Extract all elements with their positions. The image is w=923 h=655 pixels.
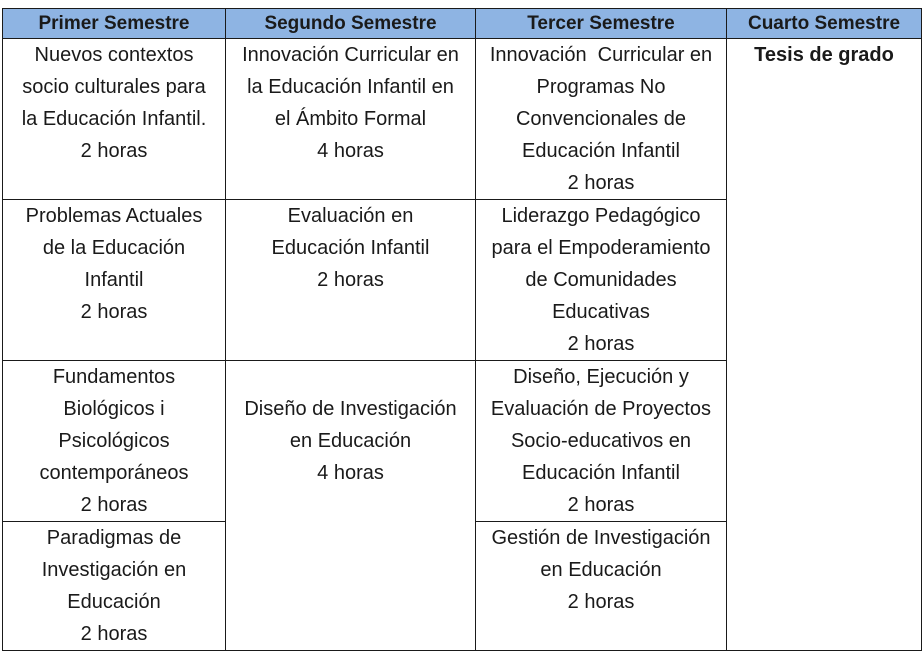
course-title-line: Nuevos contextos xyxy=(34,44,194,66)
course-title-line: en Educación xyxy=(540,559,662,581)
course-title-line: Innovación Curricular en xyxy=(242,44,459,66)
course-s3-2 xyxy=(476,200,727,361)
course-title-line: Evaluación de Proyectos xyxy=(490,398,712,420)
course-title-line: Liderazgo Pedagógico xyxy=(501,205,701,227)
course-title-line: la Educación Infantil en xyxy=(247,76,454,98)
header-semester-4: Cuarto Semestre xyxy=(727,9,922,39)
course-s1-3 xyxy=(3,361,226,522)
course-title-line: Infantil xyxy=(84,269,144,291)
course-title-line: la Educación Infantil. xyxy=(21,108,207,130)
course-hours: 2 horas xyxy=(80,140,148,162)
course-s3-1 xyxy=(476,39,727,200)
course-s1-1 xyxy=(3,39,226,200)
course-s2-3 xyxy=(226,361,476,651)
thesis-cell: Tesis de grado xyxy=(727,39,922,651)
course-title-line: Diseño de Investigación xyxy=(244,398,457,420)
table-row xyxy=(3,39,922,200)
course-s1-2 xyxy=(3,200,226,361)
course-title-line: Convencionales de xyxy=(515,108,687,130)
curriculum-table xyxy=(2,8,922,651)
course-title-line: de la Educación xyxy=(42,237,186,259)
course-s1-4 xyxy=(3,522,226,651)
course-title-line: Socio-educativos en xyxy=(510,430,692,452)
course-title-line: Paradigmas de xyxy=(46,527,182,549)
course-s3-4 xyxy=(476,522,727,651)
course-hours: 2 horas xyxy=(567,591,635,613)
course-title-line: Educación Infantil xyxy=(271,237,430,259)
course-hours: 2 horas xyxy=(80,301,148,323)
header-semester-1: Primer Semestre xyxy=(3,9,226,39)
course-title-line: Educación xyxy=(67,591,161,613)
course-title-line: Innovación Curricular en xyxy=(489,44,713,66)
course-title-line: Diseño, Ejecución y xyxy=(513,366,689,388)
course-title-line: Psicológicos xyxy=(58,430,170,452)
course-title-line: Investigación en xyxy=(41,559,187,581)
course-title-line: socio culturales para xyxy=(22,76,206,98)
course-hours: 2 horas xyxy=(80,494,148,516)
course-title-line: Educación Infantil xyxy=(522,462,680,484)
course-title-line: Problemas Actuales xyxy=(25,205,203,227)
course-hours: 4 horas xyxy=(317,462,384,484)
course-title-line: de Comunidades xyxy=(525,269,677,291)
course-title-line: Evaluación en xyxy=(287,205,414,227)
course-title-line: contemporáneos xyxy=(39,462,189,484)
course-title-line: Biológicos i xyxy=(63,398,165,420)
header-row xyxy=(3,9,922,39)
course-title-line: Fundamentos xyxy=(52,366,176,388)
course-title-line: en Educación xyxy=(289,430,412,452)
course-s2-2 xyxy=(226,200,476,361)
course-title-line: el Ámbito Formal xyxy=(274,108,427,130)
course-title-line: Programas No xyxy=(536,76,666,98)
course-hours: 4 horas xyxy=(317,140,384,162)
course-hours: 2 horas xyxy=(567,494,635,516)
header-semester-2: Segundo Semestre xyxy=(226,9,476,39)
course-hours: 2 horas xyxy=(317,269,384,291)
course-s3-3 xyxy=(476,361,727,522)
header-semester-3: Tercer Semestre xyxy=(476,9,727,39)
course-hours: 2 horas xyxy=(567,333,635,355)
course-title-line: Educación Infantil xyxy=(522,140,680,162)
course-hours: 2 horas xyxy=(80,623,148,645)
course-title-line: Gestión de Investigación xyxy=(491,527,711,549)
course-title-line: para el Empoderamiento xyxy=(491,237,711,259)
course-hours: 2 horas xyxy=(567,172,635,194)
course-title-line: Educativas xyxy=(552,301,650,323)
course-s2-1 xyxy=(226,39,476,200)
